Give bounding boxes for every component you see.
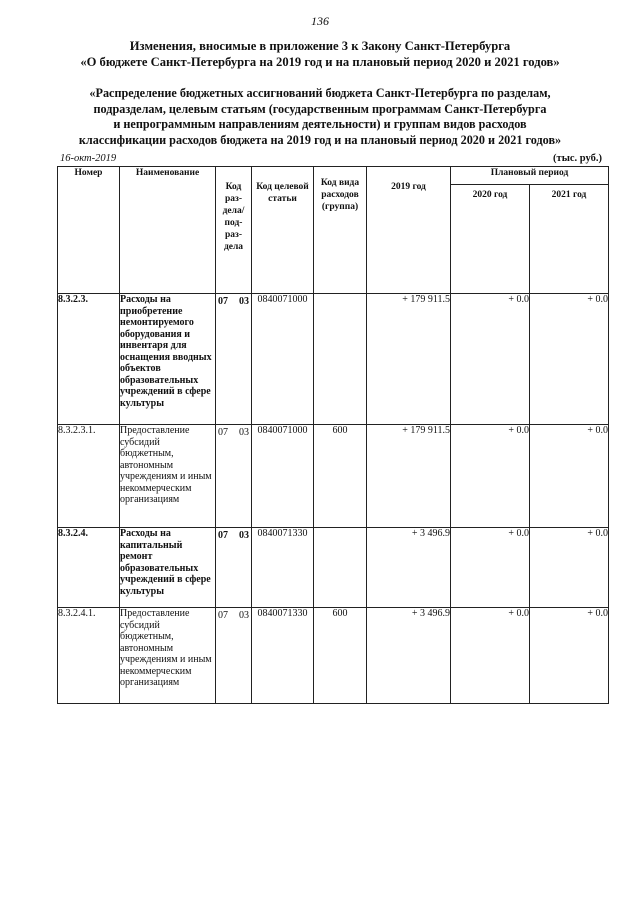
- row-number: 8.3.2.4.: [58, 528, 120, 608]
- annex-title-line-3: и непрограммным направлениям деятельности) и группам видов расходов: [113, 117, 527, 131]
- header-section-code: Код раз- дела/ под- раз- дела: [216, 167, 252, 294]
- row-name: Расходы на капитальный ремонт образовательных учреждений в сфере культуры: [120, 528, 216, 608]
- table-meta: [58, 153, 606, 167]
- row-number: 8.3.2.3.: [58, 294, 120, 425]
- row-section-code: [216, 528, 252, 608]
- header-year-2020: 2020 год: [451, 185, 530, 294]
- document-title: [20, 38, 620, 70]
- razdel-code: 07: [218, 427, 228, 438]
- title-line-1: Изменения, вносимые в приложение 3 к Закону Санкт-Петербурга: [129, 39, 511, 53]
- row-name: Предоставление субсидий бюджетным, автономным учреждениям и иным некоммерческим организациям: [120, 425, 216, 528]
- podrazdel-code: 03: [239, 530, 249, 541]
- units-label: (тыс. руб.): [553, 153, 602, 164]
- razdel-code: 07: [218, 610, 228, 621]
- row-number: 8.3.2.4.1.: [58, 608, 120, 704]
- table-row: [58, 608, 609, 704]
- row-name: Предоставление субсидий бюджетным, автономным учреждениям и иным некоммерческим организациям: [120, 608, 216, 704]
- row-value-2019: + 3 496.9: [367, 608, 451, 704]
- header-target-code: Код целевой статьи: [252, 167, 314, 294]
- podrazdel-code: 03: [239, 296, 249, 307]
- header-kind-code: Код вида расходов (группа): [314, 167, 367, 294]
- row-kind-code: 600: [314, 425, 367, 528]
- row-value-2020: + 0.0: [451, 425, 530, 528]
- row-kind-code: [314, 294, 367, 425]
- podrazdel-code: 03: [239, 610, 249, 621]
- row-target-code: 0840071000: [252, 425, 314, 528]
- row-value-2020: + 0.0: [451, 608, 530, 704]
- row-value-2021: + 0.0: [530, 294, 609, 425]
- row-kind-code: 600: [314, 608, 367, 704]
- page-number: 136: [311, 14, 329, 28]
- budget-table: [57, 166, 609, 704]
- row-target-code: 0840071330: [252, 608, 314, 704]
- annex-title-line-2: подразделам, целевым статьям (государственным программам Санкт-Петербурга: [93, 101, 547, 116]
- row-section-code: [216, 294, 252, 425]
- row-value-2020: + 0.0: [451, 528, 530, 608]
- annex-title-line-1: «Распределение бюджетных ассигнований бюджета Санкт-Петербурга по разделам,: [89, 86, 551, 100]
- annex-title-line-4: классификации расходов бюджета на 2019 год и на плановый период 2020 и 2021 годов»: [78, 132, 562, 147]
- header-year-2019: 2019 год: [367, 167, 451, 294]
- title-line-2: «О бюджете Санкт-Петербурга на 2019 год и на плановый период 2020 и 2021 годов»: [80, 55, 560, 69]
- row-section-code: [216, 425, 252, 528]
- header-planned-period: Плановый период: [451, 167, 609, 185]
- table-row: [58, 294, 609, 425]
- row-value-2019: + 179 911.5: [367, 425, 451, 528]
- row-value-2019: + 3 496.9: [367, 528, 451, 608]
- row-name: Расходы на приобретение немонтируемого оборудования и инвентаря для оснащения вводных объектов образовательных учреждений в сфере культуры: [120, 294, 216, 425]
- row-value-2021: + 0.0: [530, 608, 609, 704]
- row-value-2021: + 0.0: [530, 425, 609, 528]
- annex-title: [20, 86, 620, 148]
- row-target-code: 0840071000: [252, 294, 314, 425]
- header-name: Наименование: [120, 167, 216, 294]
- table-row: [58, 425, 609, 528]
- row-value-2019: + 179 911.5: [367, 294, 451, 425]
- podrazdel-code: 03: [239, 427, 249, 438]
- table-row: [58, 528, 609, 608]
- row-section-code: [216, 608, 252, 704]
- row-number: 8.3.2.3.1.: [58, 425, 120, 528]
- row-value-2020: + 0.0: [451, 294, 530, 425]
- document-date: 16-окт-2019: [60, 153, 117, 164]
- row-kind-code: [314, 528, 367, 608]
- header-number: Номер: [58, 167, 120, 294]
- header-year-2021: 2021 год: [530, 185, 609, 294]
- row-value-2021: + 0.0: [530, 528, 609, 608]
- row-target-code: 0840071330: [252, 528, 314, 608]
- razdel-code: 07: [218, 296, 228, 307]
- razdel-code: 07: [218, 530, 228, 541]
